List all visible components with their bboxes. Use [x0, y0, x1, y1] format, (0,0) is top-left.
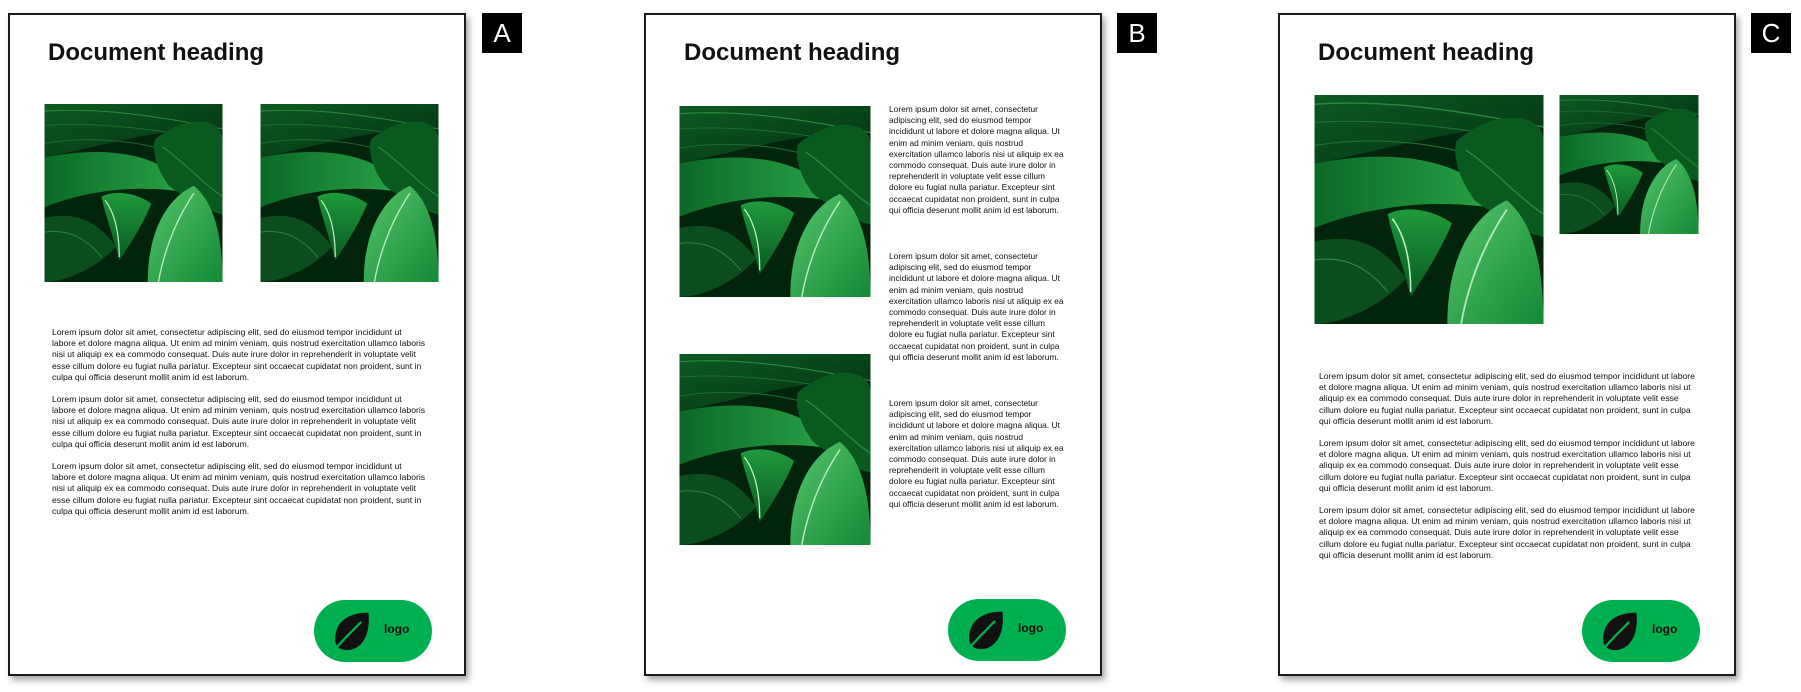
paragraph: Lorem ipsum dolor sit amet, consectetur adipiscing elit, sed do eiusmod tempor incididunt ut labore et dolore magna aliqua. Ut enim ad minim veniam, quis nostrud exercitation ullamco laboris nisi ut aliquip ex ea commodo consequat. Duis aute irure dolor in reprehenderit in voluptate velit esse cillum dolore eu fugiat nulla pariatur. Excepteur sint occaecat cupidatat non proident, sunt in culpa qui officia deserunt mollit anim id est laborum.: [52, 327, 426, 382]
paragraph: Lorem ipsum dolor sit amet, consectetur adipiscing elit, sed do eiusmod tempor incididunt ut labore et dolore magna aliqua. Ut enim ad minim veniam, quis nostrud exercitation ullamco laboris nisi ut aliquip ex ea commodo consequat. Duis aute irure dolor in reprehenderit in voluptate velit esse cillum dolore eu fugiat nulla pariatur. Excepteur sint occaecat cupidatat non proident, sunt in culpa qui officia deserunt mollit anim id est laborum.: [52, 394, 426, 449]
leaf-icon: [328, 609, 374, 655]
paragraph: Lorem ipsum dolor sit amet, consectetur adipiscing elit, sed do eiusmod tempor incididunt ut labore et dolore magna aliqua. Ut enim ad minim veniam, quis nostrud exercitation ullamco laboris nisi ut aliquip ex ea commodo consequat. Duis aute irure dolor in reprehenderit in voluptate velit esse cillum dolore eu fugiat nulla pariatur. Excepteur sint occaecat cupidatat non proident, sunt in culpa qui officia deserunt mollit anim id est laborum.: [889, 251, 1064, 362]
paragraph: Lorem ipsum dolor sit amet, consectetur adipiscing elit, sed do eiusmod tempor incididunt ut labore et dolore magna aliqua. Ut enim ad minim veniam, quis nostrud exercitation ullamco laboris nisi ut aliquip ex ea commodo consequat. Duis aute irure dolor in reprehenderit in voluptate velit esse cillum dolore eu fugiat nulla pariatur. Excepteur sint occaecat cupidatat non proident, sunt in culpa qui officia deserunt mollit anim id est laborum.: [1319, 371, 1695, 426]
paragraph: Lorem ipsum dolor sit amet, consectetur adipiscing elit, sed do eiusmod tempor incididunt ut labore et dolore magna aliqua. Ut enim ad minim veniam, quis nostrud exercitation ullamco laboris nisi ut aliquip ex ea commodo consequat. Duis aute irure dolor in reprehenderit in voluptate velit esse cillum dolore eu fugiat nulla pariatur. Excepteur sint occaecat cupidatat non proident, sunt in culpa qui officia deserunt mollit anim id est laborum.: [52, 461, 426, 516]
paragraph: Lorem ipsum dolor sit amet, consectetur adipiscing elit, sed do eiusmod tempor incididunt ut labore et dolore magna aliqua. Ut enim ad minim veniam, quis nostrud exercitation ullamco laboris nisi ut aliquip ex ea commodo consequat. Duis aute irure dolor in reprehenderit in voluptate velit esse cillum dolore eu fugiat nulla pariatur. Excepteur sint occaecat cupidatat non proident, sunt in culpa qui officia deserunt mollit anim id est laborum.: [889, 104, 1064, 215]
paragraph: Lorem ipsum dolor sit amet, consectetur adipiscing elit, sed do eiusmod tempor incididunt ut labore et dolore magna aliqua. Ut enim ad minim veniam, quis nostrud exercitation ullamco laboris nisi ut aliquip ex ea commodo consequat. Duis aute irure dolor in reprehenderit in voluptate velit esse cillum dolore eu fugiat nulla pariatur. Excepteur sint occaecat cupidatat non proident, sunt in culpa qui officia deserunt mollit anim id est laborum.: [1319, 505, 1695, 560]
logo-badge: [314, 600, 432, 662]
page-label-c: C: [1751, 13, 1791, 53]
page-label-a: A: [482, 13, 522, 53]
green-leaves-photo-icon: [679, 354, 871, 545]
document-heading: Document heading: [1318, 39, 1535, 66]
paragraph: Lorem ipsum dolor sit amet, consectetur adipiscing elit, sed do eiusmod tempor incididunt ut labore et dolore magna aliqua. Ut enim ad minim veniam, quis nostrud exercitation ullamco laboris nisi ut aliquip ex ea commodo consequat. Duis aute irure dolor in reprehenderit in voluptate velit esse cillum dolore eu fugiat nulla pariatur. Excepteur sint occaecat cupidatat non proident, sunt in culpa qui officia deserunt mollit anim id est laborum.: [1319, 438, 1695, 493]
document-page-c: [1278, 13, 1736, 676]
body-text: [889, 104, 1065, 521]
document-page-b: [644, 13, 1102, 676]
leaf-icon: [962, 608, 1008, 654]
logo-badge: [948, 599, 1066, 661]
body-text: [1319, 371, 1697, 572]
green-leaves-photo-icon: [44, 104, 223, 282]
green-leaves-photo-icon: [260, 104, 439, 282]
logo-label: logo: [1652, 622, 1678, 636]
body-text: [52, 327, 426, 528]
document-page-a: [8, 13, 466, 676]
logo-badge: [1582, 600, 1700, 662]
leaf-icon: [1596, 609, 1642, 655]
paragraph: Lorem ipsum dolor sit amet, consectetur adipiscing elit, sed do eiusmod tempor incididunt ut labore et dolore magna aliqua. Ut enim ad minim veniam, quis nostrud exercitation ullamco laboris nisi ut aliquip ex ea commodo consequat. Duis aute irure dolor in reprehenderit in voluptate velit esse cillum dolore eu fugiat nulla pariatur. Excepteur sint occaecat cupidatat non proident, sunt in culpa qui officia deserunt mollit anim id est laborum.: [889, 398, 1064, 509]
page-label-b: B: [1117, 13, 1157, 53]
green-leaves-photo-icon: [679, 106, 871, 297]
green-leaves-photo-icon: [1314, 95, 1544, 324]
document-heading: Document heading: [684, 39, 901, 66]
document-heading: Document heading: [48, 39, 265, 66]
green-leaves-photo-icon: [1559, 95, 1699, 234]
logo-label: logo: [384, 622, 410, 636]
logo-label: logo: [1018, 621, 1044, 635]
